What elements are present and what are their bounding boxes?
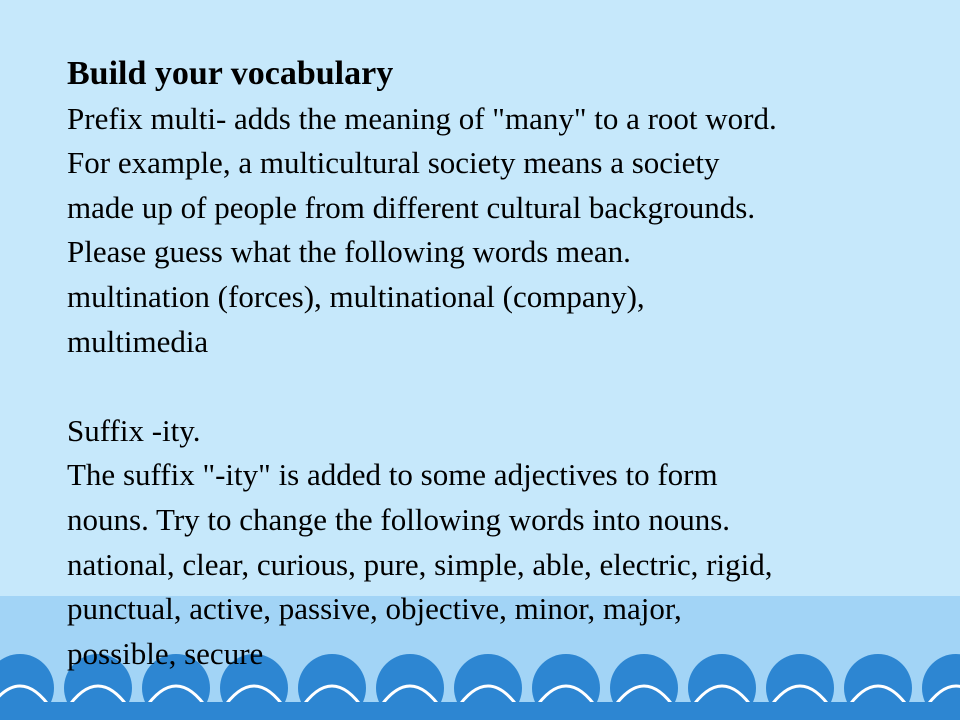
text-line: national, clear, curious, pure, simple, able, electric, rigid, <box>67 546 773 582</box>
slide-title: Build your vocabulary <box>67 55 394 92</box>
text-line: Prefix multi- adds the meaning of "many" to a root word. <box>67 100 777 136</box>
text-line: made up of people from different cultural backgrounds. <box>67 189 756 225</box>
text-line: multimedia <box>67 323 209 359</box>
paragraph-spacer <box>67 364 947 409</box>
suffix-paragraph <box>67 409 947 677</box>
prefix-paragraph <box>67 97 947 365</box>
text-line: The suffix "-ity" is added to some adjectives to form <box>67 457 718 493</box>
text-line: possible, secure <box>67 635 264 671</box>
text-line: For example, a multicultural society means a society <box>67 145 720 181</box>
text-line: Suffix -ity. <box>67 412 201 448</box>
slide-content <box>67 52 947 676</box>
text-line: punctual, active, passive, objective, minor, major, <box>67 591 682 627</box>
text-line: Please guess what the following words mean. <box>67 234 631 270</box>
text-line: nouns. Try to change the following words into nouns. <box>67 501 731 537</box>
text-line: multination (forces), multinational (company), <box>67 278 645 314</box>
wave-base <box>0 702 960 720</box>
